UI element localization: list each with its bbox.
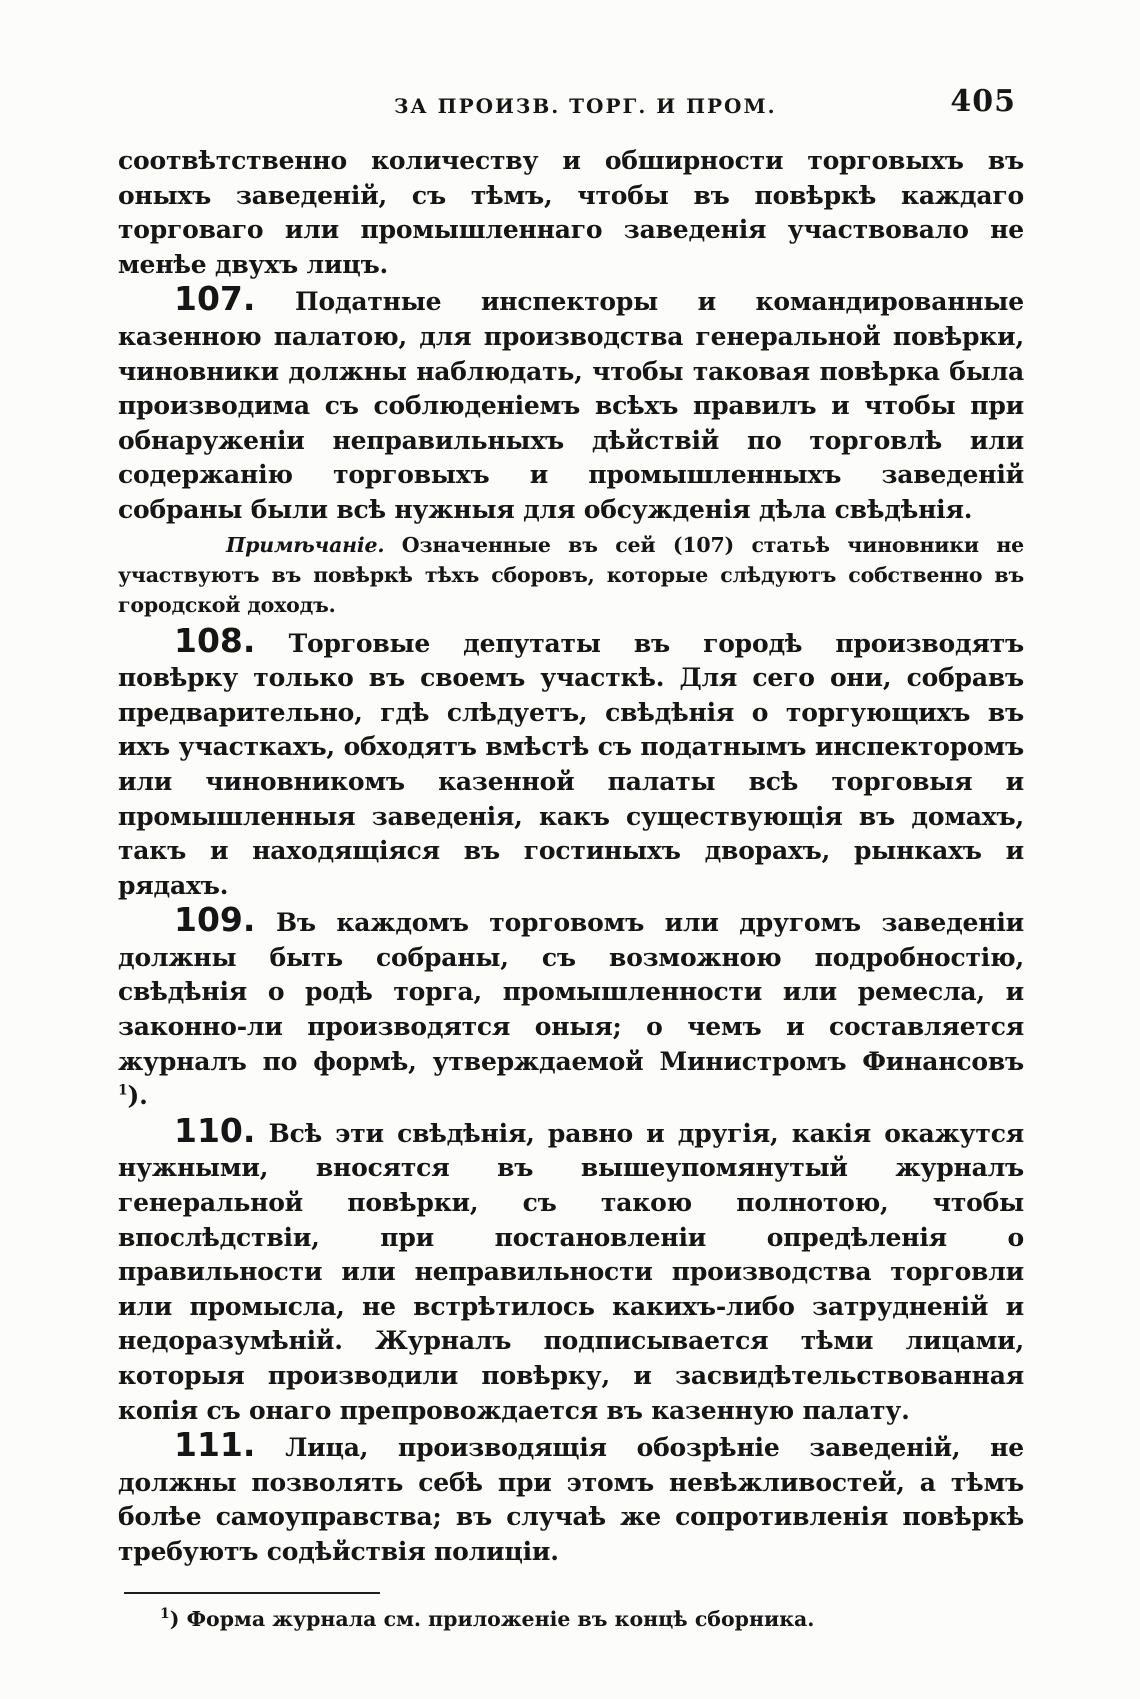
- running-title: ЗА ПРОИЗВ. ТОРГ. И ПРОМ.: [394, 94, 777, 118]
- article-text: Податные инспекторы и командированные казенною палатою, для производства генеральной повѣрки, чиновники должны наблюдать, чтобы таковая повѣрка была производима съ соблюденіемъ всѣхъ правилъ и чтобы при обнаруженіи неправильныхъ дѣйствій по торговлѣ или содержанію торговыхъ и промышленныхъ заведеній собраны были всѣ нужныя для обсужденія дѣла свѣдѣнія.: [118, 287, 1024, 524]
- article-text-end: ).: [127, 1081, 148, 1111]
- article-number: 111.: [174, 1425, 256, 1465]
- opening-paragraph: соотвѣтственно количеству и обширности торговыхъ въ оныхъ заведеній, съ тѣмъ, чтобы въ повѣркѣ каждаго торговаго или промышленнаго заведенія участвовало не менѣе двухъ лицъ.: [118, 146, 1024, 279]
- footnote-divider: [124, 1592, 380, 1594]
- article-text: Въ каждомъ торговомъ или другомъ заведеніи должны быть собраны, съ возможною подробностію, свѣдѣнія о родѣ торга, промышленности или ремесла, и законно-ли производятся оныя; о чемъ и составляется журналъ по формѣ, утверждаемой Министромъ Финансовъ: [118, 908, 1024, 1076]
- article-107: [118, 279, 1024, 527]
- article-111: [118, 1425, 1024, 1569]
- article-number: 110.: [174, 1110, 256, 1150]
- page-number: 405: [950, 84, 1016, 119]
- article-110: [118, 1110, 1024, 1428]
- article-108: [118, 620, 1025, 904]
- article-text: Всѣ эти свѣдѣнія, равно и другія, какія окажутся нужными, вносятся въ вышеупомянутый журналъ генеральной повѣрки, съ такою полнотою, чтобы впослѣдствіи, при постановленіи опредѣленія о правильности или неправильности производства торговли или промысла, не встрѣтилось какихъ-либо затрудненій и недоразумѣній. Журналъ подписывается тѣми лицами, которыя производили повѣрку, и засвидѣтельствованная копія съ онаго препровождается въ казенную палату.: [118, 1118, 1024, 1425]
- note-text: Означенные въ сей (107) статьѣ чиновники не участвуютъ въ повѣркѣ тѣхъ сборовъ, которые слѣдуютъ собственно въ городской доходъ.: [118, 532, 1024, 617]
- article-109: [118, 900, 1024, 1114]
- footnote-reference[interactable]: 1: [118, 1082, 128, 1099]
- article-text: Лица, производящія обозрѣніе заведеній, не должны позволять себѣ при этомъ невѣжливостей, а тѣмъ болѣе самоуправства; въ случаѣ же сопротивленія повѣркѣ требуютъ содѣйствія полиціи.: [118, 1433, 1024, 1566]
- running-header: [118, 80, 1024, 126]
- note-paragraph: [118, 530, 1024, 620]
- article-text: Торговые депутаты въ городѣ производятъ повѣрку только въ своемъ участкѣ. Для сего они, собравъ предварительно, гдѣ слѣдуетъ, свѣдѣнія о торгующихъ въ ихъ участкахъ, обходятъ вмѣстѣ съ податнымъ инспекторомъ или чиновникомъ казенной палаты всѣ торговыя и промышленныя заведенія, какъ существующія въ домахъ, такъ и находящіяся въ гостиныхъ дворахъ, рынкахъ и рядахъ.: [118, 628, 1025, 900]
- article-number: 107.: [174, 279, 256, 319]
- footnote: [118, 1604, 1024, 1634]
- footnote-mark: 1: [160, 1605, 170, 1622]
- document-page: [118, 80, 1024, 1654]
- note-label: Примѣчаніе.: [226, 532, 385, 557]
- footnote-text: ) Форма журнала см. приложеніе въ концѣ сборника.: [169, 1606, 815, 1631]
- article-number: 108.: [174, 620, 256, 660]
- article-number: 109.: [174, 900, 256, 940]
